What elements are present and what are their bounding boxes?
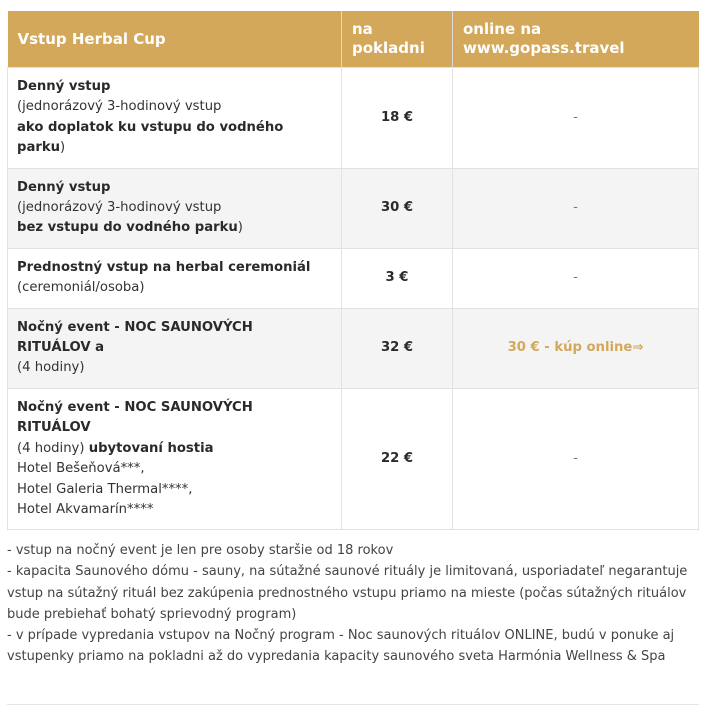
table-row [8,248,699,308]
header-ticket-type: Vstup Herbal Cup [8,11,342,68]
table-row [8,308,699,388]
row-note-bold: ako doplatok ku vstupu do vodného parku [17,119,284,156]
row-description [8,308,342,388]
table-header-row [8,11,699,68]
header-online: online na www.gopass.travel [453,11,699,68]
row-description [8,388,342,529]
buy-online-link[interactable]: 30 € - kúp online⇒ [507,340,644,356]
row-title: Nočný event - NOC SAUNOVÝCH RITUÁLOV [17,399,253,436]
table-row [8,388,699,529]
table-row [8,168,699,248]
box-office-price: 3 € [342,248,453,308]
row-title: Nočný event - NOC SAUNOVÝCH RITUÁLOV a [17,319,253,356]
row-note-close: ) [237,220,243,236]
row-title: Denný vstup [17,179,111,195]
row-note: (ceremoniál/osoba) [17,280,145,296]
row-title: Denný vstup [17,79,111,94]
box-office-price: 22 € [342,388,453,529]
row-note-close: ) [60,140,66,156]
row-note: (jednorázový 3-hodinový vstup [17,200,222,216]
hotel-name: Hotel Akvamarín**** [17,501,154,517]
row-note: (jednorázový 3-hodinový vstup [17,99,222,115]
box-office-price: 30 € [342,168,453,248]
row-title: Prednostný vstup na herbal ceremoniál [17,259,311,275]
row-note-bold: bez vstupu do vodného parku [17,220,238,236]
online-price: - [453,68,699,169]
table-row [8,68,699,169]
online-price: - [453,168,699,248]
row-description [8,248,342,308]
price-table [7,11,699,530]
note-item: - kapacita Saunového dómu - sauny, na sútažné saunové rituály je limitovaná, usporiadateľ negarantuje vstup na sútažný rituál bez zakúpenia prednostného vstupu priamo na mieste (počas sútažných rituálov bude prebiehať bohatý sprievodný program) [7,564,688,622]
row-note: (4 hodiny) [17,360,85,376]
row-note: (4 hodiny) [17,440,89,456]
note-item: - v prípade vypredania vstupov na Nočný program - Noc saunových rituálov ONLINE, budú v ponuke aj vstupenky priamo na pokladni až do vypredania kapacity saunového sveta Harmónia Wellness & Spa [7,628,675,665]
notes-section [7,540,699,668]
row-note-bold: ubytovaní hostia [88,440,214,456]
online-cell [453,308,699,388]
box-office-price: 18 € [342,68,453,169]
header-box-office: na pokladni [342,11,453,68]
row-description [8,68,342,169]
row-description [8,168,342,248]
box-office-price: 32 € [342,308,453,388]
online-price: - [453,248,699,308]
hotel-name: Hotel Galeria Thermal****, [17,481,193,497]
note-item: - vstup na nočný event je len pre osoby staršie od 18 rokov [7,543,394,558]
hotel-name: Hotel Bešeňová***, [17,461,145,477]
online-price: - [453,388,699,529]
divider [7,704,699,705]
